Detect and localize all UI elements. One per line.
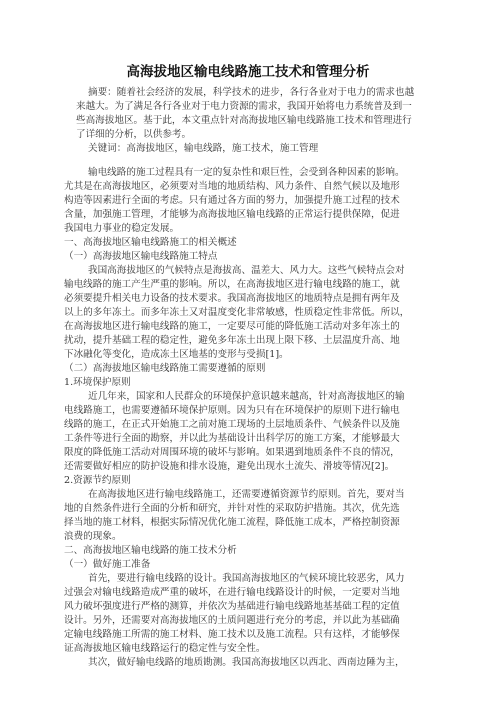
- text-line: 输电线路的施工过程具有一定的复杂性和艰巨性，会受到各种因素的影响。: [88, 167, 405, 178]
- text-line: 二、高海拔地区输电线路的施工技术分析: [64, 545, 237, 556]
- text-line: 定输电线路施工所需的施工材料、施工技术以及施工流程。只有这样，才能够保: [64, 629, 400, 640]
- text-line: （一）高海拔地区输电线路施工特点: [64, 251, 218, 262]
- text-line: 2.资源节约原则: [64, 475, 131, 486]
- text-line: 一、高海拔地区输电线路施工的相关概述: [64, 237, 237, 248]
- text-line: 择当地的施工材料，根据实际情况优化施工流程，降低施工成本，严格控制资源: [64, 517, 400, 528]
- text-line: 来越大。为了满足各行各业对于电力资源的需求，我国开始将电力系统普及到一: [76, 101, 412, 112]
- text-line: 构造等因素进行全面的考虑。只有通过各方面的努力，加强提升施工过程的技术: [64, 195, 400, 206]
- text-line: 在高海拔地区进行输电线路的施工，一定要尽可能的降低施工活动对多年冻土的: [64, 321, 400, 332]
- text-line: 些高海拔地区。基于此，本文重点针对高海拔地区输电线路施工技术和管理进行: [76, 115, 412, 126]
- text-line: 浪费的现象。: [64, 531, 122, 542]
- text-line: （一）做好施工准备: [64, 559, 151, 570]
- text-line: 在高海拔地区进行输电线路施工，还需要遵循资源节约原则。首先，要对当: [88, 489, 405, 500]
- text-line: 还需要做好相应的防护设施和排水设施，避免出现水土流失、滑坡等情况[2]。: [64, 461, 395, 472]
- text-line: 首先，要进行输电线路的设计。我国高海拔地区的气候环境比较恶劣，风力: [88, 573, 405, 584]
- text-line: 地的自然条件进行全面的分析和研究，并针对性的采取防护措施。其次，优先选: [64, 503, 400, 514]
- text-line: 设计。另外，还需要对高海拔地区的土质问题进行充分的考虑，并以此为基础确: [64, 615, 400, 626]
- text-line: 过强会对输电线路造成严重的破坏，在进行输电线路设计的时候，一定要对当地: [64, 587, 400, 598]
- text-line: 扰动，提升基础工程的稳定性，避免多年冻土出现上限下移、土层温度升高、地: [64, 335, 400, 346]
- text-line: 风力破坏强度进行严格的测算，并依次为基础进行输电线路地基基础工程的定值: [64, 601, 400, 612]
- document-title: 高海拔地区输电线路施工技术和管理分析: [126, 64, 370, 80]
- text-line: 尤其是在高海拔地区，必须要对当地的地质结构、风力条件、自然气候以及地形: [64, 181, 400, 192]
- text-line: 下冰融化等变化，造成冻土区地基的变形与受损[1]。: [64, 349, 289, 360]
- text-line: 1.环境保护原则: [64, 377, 131, 388]
- text-line: 含量，加强施工管理，才能够为高海拔地区输电线路的正常运行提供保障，促进: [64, 209, 400, 220]
- text-line: 以上的多年冻土。而多年冻土又对温度变化非常敏感，性质稳定性非常低。所以，: [64, 307, 410, 318]
- text-line: 我国高海拔地区的气候特点是海拔高、温差大、风力大。这些气候特点会对: [88, 265, 405, 276]
- text-line: 我国电力事业的稳定发展。: [64, 223, 180, 234]
- text-line: 其次，做好输电线路的地质勘测。我国高海拔地区以西北、西南边陲为主，: [88, 657, 405, 668]
- text-line: 近几年来，国家和人民群众的环境保护意识越来越高，针对高海拔地区的输: [88, 391, 405, 402]
- text-line: 必须要提升相关电力设备的技术要求。我国高海拔地区的地质特点是拥有两年及: [64, 293, 400, 304]
- text-line: 关键词：高海拔地区，输电线路，施工技术，施工管理: [88, 143, 319, 154]
- text-line: 线路的施工，在正式开始施工之前对施工现场的土层地质条件、气候条件以及施: [64, 419, 400, 430]
- text-line: 工条件等进行全面的勘察，并以此为基础设计出科学厉的施工方案，才能够最大: [64, 433, 400, 444]
- text-line: 证高海拔地区输电线路运行的稳定性与安全性。: [64, 643, 266, 654]
- text-line: 摘要：随着社会经济的发展，科学技术的进步，各行各业对于电力的需求也越: [88, 87, 415, 98]
- text-line: 了详细的分析，以供参考。: [76, 129, 192, 140]
- text-line: （二）高海拔地区输电线路施工需要遵循的原则: [64, 363, 266, 374]
- text-line: 电线路施工，也需要遵循环境保护原则。因为只有在环境保护的原则下进行输电: [64, 405, 400, 416]
- text-line: 输电线路的施工产生严重的影响。所以，在高海拔地区进行输电线路的施工，就: [64, 279, 400, 290]
- text-line: 限度的降低施工活动对周围环境的破坏与影响。如果遇到地质条件不良的情况，: [64, 447, 400, 458]
